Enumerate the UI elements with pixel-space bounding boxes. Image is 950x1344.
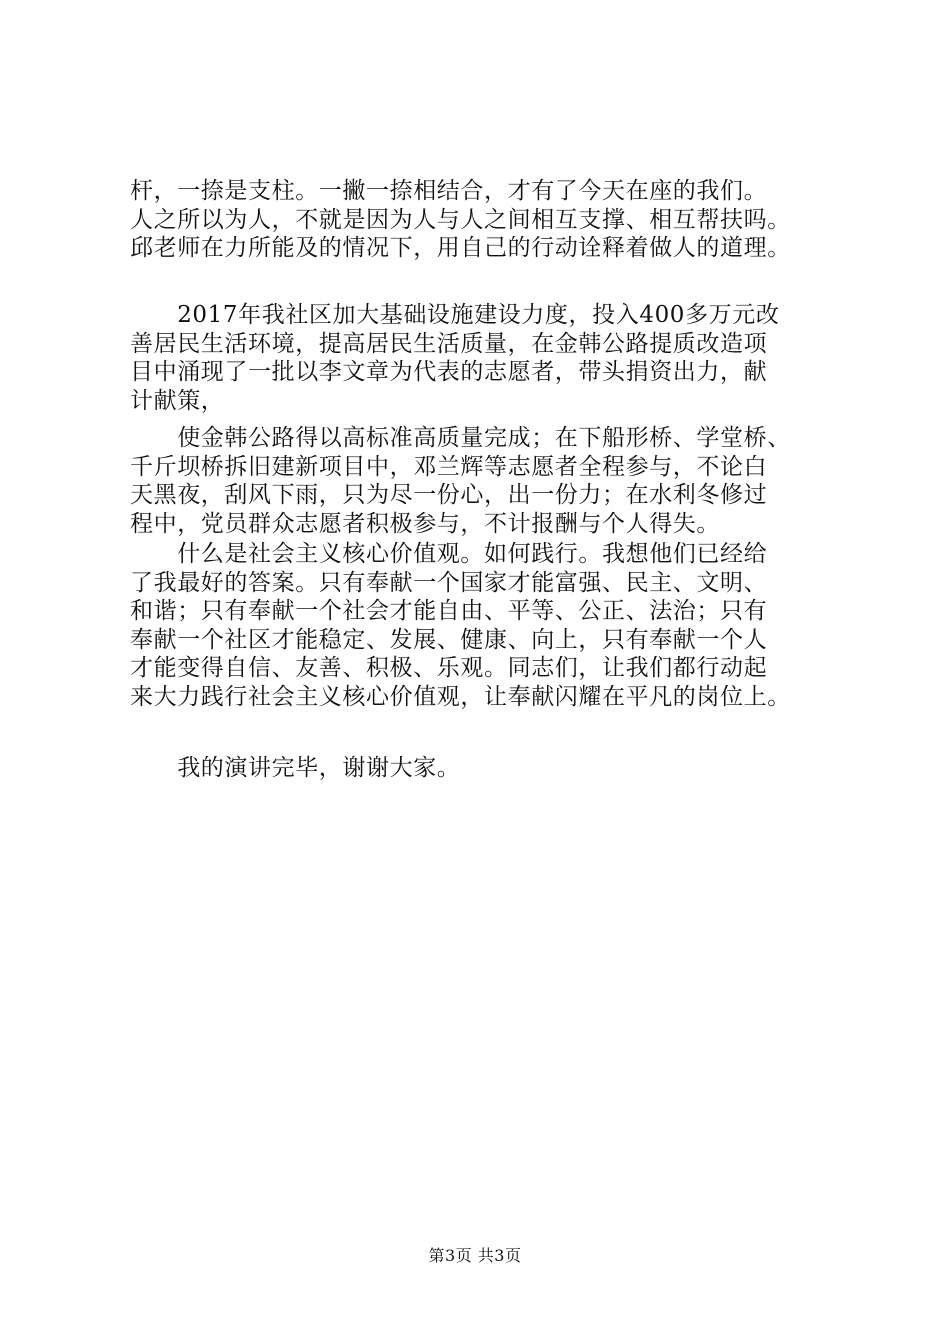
- text-line: 计献策，: [130, 387, 225, 414]
- text-line: 杆，一捺是支柱。一撇一捺相结合，才有了今天在座的我们。: [130, 178, 768, 204]
- text-line: 奉献一个社区才能稳定、发展、健康、向上，只有奉献一个人: [130, 626, 768, 653]
- text-line: 千斤坝桥拆旧建新项目中，邓兰辉等志愿者全程参与，不论白: [130, 453, 768, 480]
- text-line: 人之所以为人，不就是因为人与人之间相互支撑、相互帮扶吗。: [130, 206, 791, 233]
- paragraph-1: [130, 177, 850, 263]
- text-line: 天黑夜，刮风下雨，只为尽一份心，出一份力；在水利冬修过: [130, 482, 768, 508]
- text-line: 和谐；只有奉献一个社会才能自由、平等、公正、法治；只有: [130, 598, 768, 624]
- paragraph-5: [130, 754, 850, 783]
- text-line: 使金韩公路得以高标准高质量完成；在下船形桥、学堂桥、: [130, 425, 791, 451]
- paragraph-4: [130, 540, 850, 711]
- text-line: 目中涌现了一批以李文章为代表的志愿者，带头捐资出力，献: [130, 359, 768, 385]
- paragraph-3: [130, 424, 850, 538]
- paragraph-2: [130, 301, 850, 415]
- text-line: 才能变得自信、友善、积极、乐观。同志们，让我们都行动起: [130, 655, 768, 681]
- text-line: 邱老师在力所能及的情况下，用自己的行动诠释着做人的道理。: [130, 235, 791, 261]
- text-line: 善居民生活环境，提高居民生活质量，在金韩公路提质改造项: [130, 330, 768, 357]
- page-footer: 第3页 共3页: [428, 1246, 522, 1265]
- text-line: 2017年我社区加大基础设施建设力度，投入400多万元改: [130, 302, 780, 328]
- text-line: 什么是社会主义核心价值观。如何践行。我想他们已经给: [130, 541, 768, 567]
- text-line: 了我最好的答案。只有奉献一个国家才能富强、民主、文明、: [130, 569, 768, 596]
- text-line: 我的演讲完毕，谢谢大家。: [130, 755, 461, 781]
- text-line: 程中，党员群众志愿者积极参与，不计报酬与个人得失。: [130, 510, 720, 537]
- text-line: 来大力践行社会主义核心价值观，让奉献闪耀在平凡的岗位上。: [130, 683, 791, 710]
